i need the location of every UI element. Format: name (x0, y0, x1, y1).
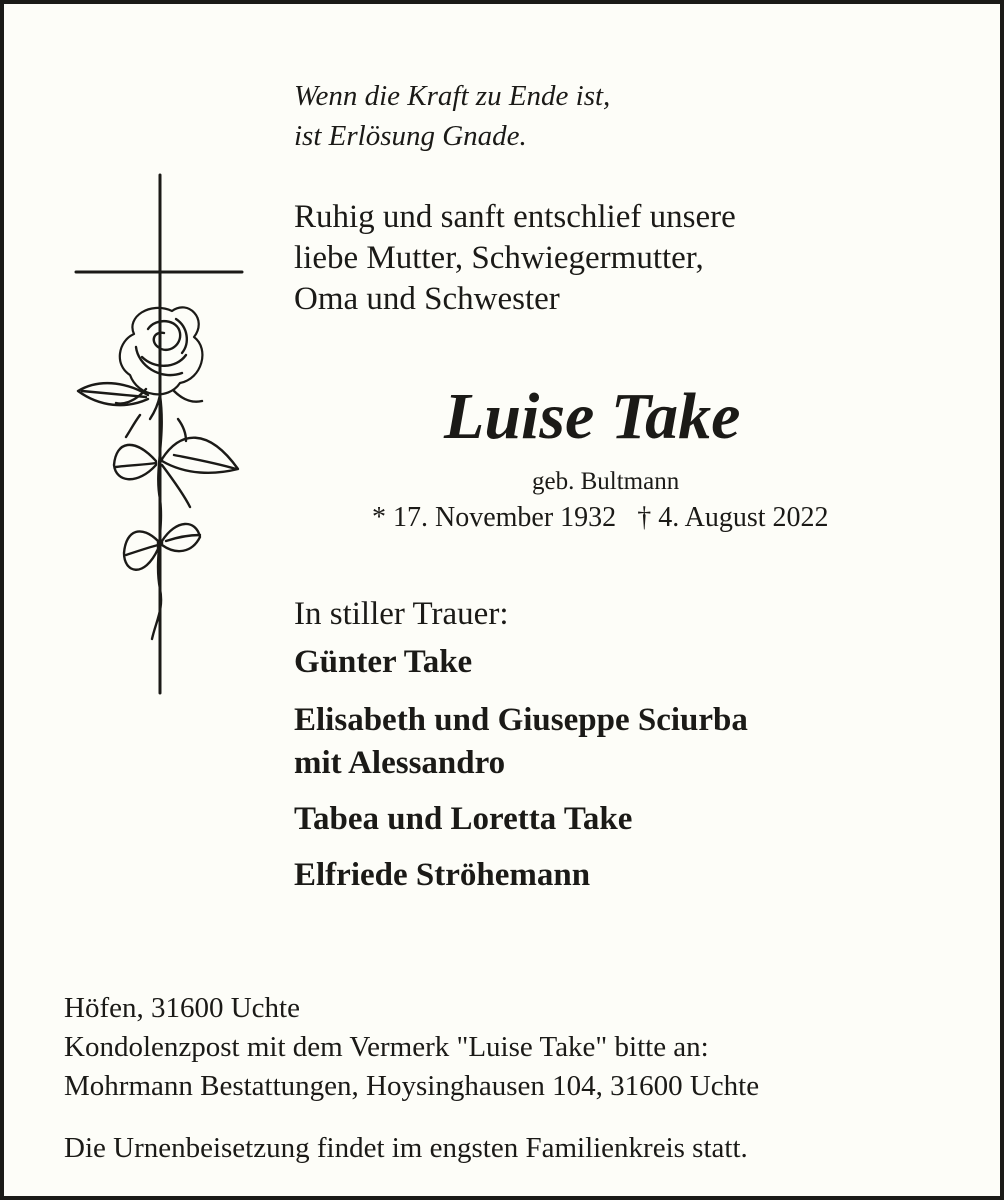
death-date: † 4. August 2022 (637, 502, 829, 533)
mourner-name: Elisabeth und Giuseppe Sciurba (294, 702, 748, 738)
announcement-line: liebe Mutter, Schwiegermutter, (294, 240, 704, 276)
motto-verse (294, 76, 610, 156)
undertaker-address: Mohrmann Bestattungen, Hoysinghausen 104, 31600 Uchte (64, 1070, 760, 1102)
birth-date: * 17. November 1932 (372, 502, 617, 533)
mourner-name: mit Alessandro (294, 745, 506, 781)
place: Höfen, 31600 Uchte (64, 992, 300, 1024)
announcement-line: Oma und Schwester (294, 281, 560, 317)
contact-block (64, 989, 759, 1106)
mourner-name: Tabea und Loretta Take (294, 801, 633, 837)
life-dates (372, 501, 829, 535)
ceremony-note: Die Urnenbeisetzung findet im engsten Familienkreis statt. (64, 1132, 748, 1164)
announcement-text (294, 197, 736, 320)
motto-line: ist Erlösung Gnade. (294, 120, 527, 152)
cross-with-rose-icon (64, 169, 254, 699)
mourner-name: Günter Take (294, 644, 473, 680)
motto-line: Wenn die Kraft zu Ende ist, (294, 80, 611, 112)
announcement-line: Ruhig und sanft entschlief unsere (294, 199, 736, 235)
condolence-note: Kondolenzpost mit dem Vermerk "Luise Take" bitte an: (64, 1031, 709, 1063)
mourners-heading: In stiller Trauer: (294, 596, 509, 632)
deceased-name: Luise Take (444, 380, 741, 453)
birth-name: geb. Bultmann (532, 468, 680, 495)
mourner-name: Elfriede Ströhemann (294, 857, 591, 893)
